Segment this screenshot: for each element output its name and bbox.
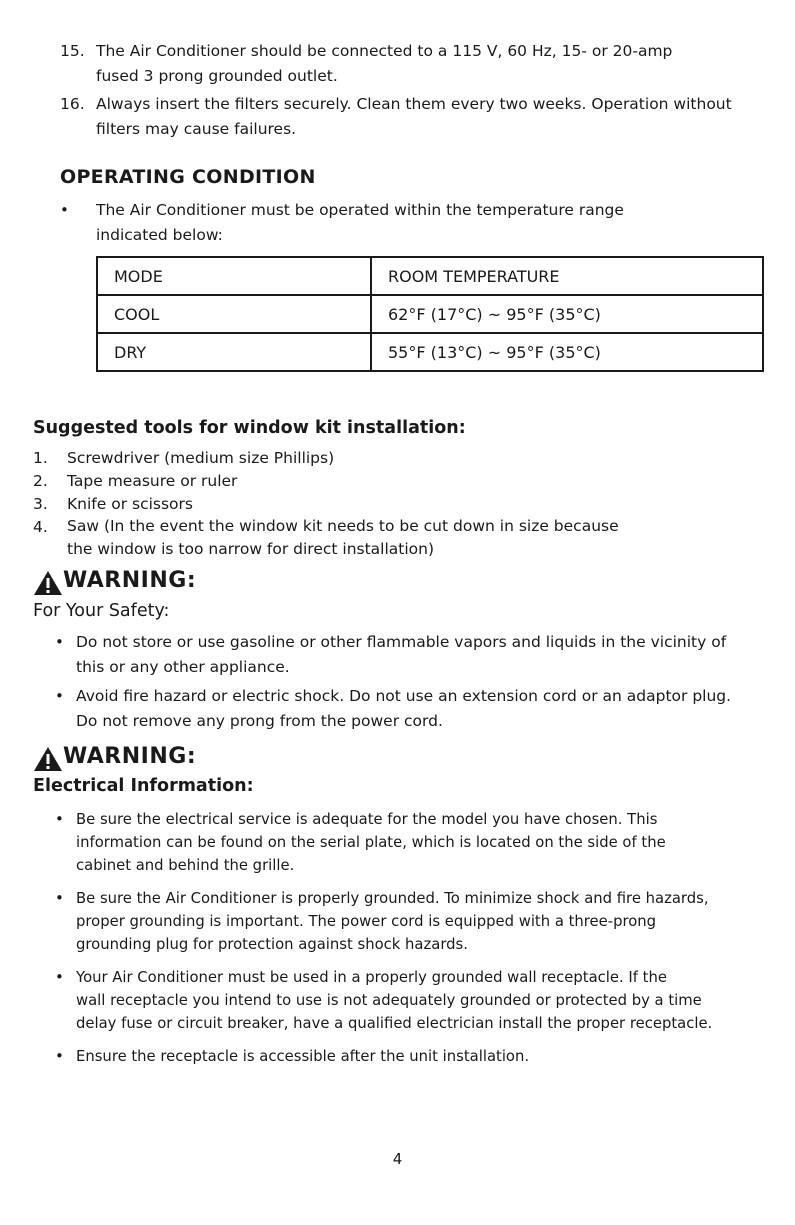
bullet-icon: • [55, 810, 64, 828]
tools-item-2 [33, 469, 773, 494]
operating-bullet-text: The Air Conditioner must be operated within the temperature range indicated below: [96, 201, 624, 244]
list-item-text: Knife or scissors [67, 495, 193, 513]
warning1-bullet-2 [55, 684, 775, 736]
list-item-text: Always insert the filters securely. Clean them every two weeks. Operation without filters may cause failures. [96, 95, 732, 138]
table-header-mode: MODE [97, 257, 371, 295]
bullet-text: Your Air Conditioner must be used in a properly grounded wall receptacle. If the wall receptacle you intend to use is not adequately grounded or protected by a time delay fuse or circuit breaker, have a qualified electrician install the proper receptacle. [76, 969, 713, 1032]
list-item-text: Saw (In the event the window kit needs to be cut down in size because the window is too narrow for direct installation) [67, 517, 619, 558]
operating-condition-table [96, 256, 764, 372]
operating-condition-heading: OPERATING CONDITION [60, 166, 316, 188]
warning-heading-safety [33, 568, 333, 598]
list-item-number: 4. [33, 518, 48, 536]
warning-subtitle-safety: For Your Safety: [33, 601, 170, 621]
warning2-bullet-2 [55, 887, 785, 965]
list-item-number: 2. [33, 472, 48, 490]
bullet-icon: • [60, 201, 69, 219]
table-header-room-temperature: ROOM TEMPERATURE [371, 257, 763, 295]
list-item-text: Tape measure or ruler [67, 472, 238, 490]
bullet-text: Be sure the electrical service is adequate for the model you have chosen. This information can be found on the serial plate, which is located on the side of the cabinet and behind the grille. [76, 811, 666, 874]
list-item-number: 3. [33, 495, 48, 513]
tools-item-1 [33, 446, 773, 471]
list-item-text: The Air Conditioner should be connected to a 115 V, 60 Hz, 15- or 20-amp fused 3 prong grounded outlet. [96, 42, 673, 85]
list-item-number: 15. [60, 42, 85, 60]
warning-title: WARNING: [63, 744, 197, 769]
list-item-number: 1. [33, 449, 48, 467]
tools-item-4 [33, 515, 773, 565]
bullet-text: Do not store or use gasoline or other flammable vapors and liquids in the vicinity of this or any other appliance. [76, 633, 727, 676]
warning2-bullet-4 [55, 1045, 785, 1071]
table-row [97, 333, 763, 371]
warning1-bullet-1 [55, 630, 775, 682]
warning-subtitle-electrical: Electrical Information: [33, 776, 254, 796]
tools-heading: Suggested tools for window kit installation: [33, 418, 466, 438]
table-row [97, 295, 763, 333]
list-item-text: Screwdriver (medium size Phillips) [67, 449, 335, 467]
bullet-icon: • [55, 968, 64, 986]
list-item-15 [60, 39, 780, 91]
bullet-icon: • [55, 889, 64, 907]
bullet-icon: • [55, 633, 64, 651]
operating-bullet [60, 198, 760, 250]
tools-item-3 [33, 492, 773, 517]
bullet-icon: • [55, 687, 64, 705]
table-cell-temperature: 62°F (17°C) ~ 95°F (35°C) [371, 295, 763, 333]
warning-triangle-icon [33, 570, 63, 596]
warning-title: WARNING: [63, 568, 197, 593]
bullet-text: Avoid fire hazard or electric shock. Do not use an extension cord or an adaptor plug. Do not remove any prong from the power cord. [76, 687, 732, 730]
list-item-number: 16. [60, 95, 85, 113]
bullet-text: Be sure the Air Conditioner is properly grounded. To minimize shock and fire hazards, proper grounding is important. The power cord is equipped with a three-prong grounding plug for protection against shock hazards. [76, 890, 709, 953]
warning-heading-electrical [33, 744, 333, 774]
table-cell-mode: DRY [97, 333, 371, 371]
bullet-text: Ensure the receptacle is accessible after the unit installation. [76, 1048, 530, 1065]
table-cell-temperature: 55°F (13°C) ~ 95°F (35°C) [371, 333, 763, 371]
page-number: 4 [392, 1150, 403, 1168]
warning2-bullet-3 [55, 966, 785, 1044]
warning2-bullet-1 [55, 808, 785, 886]
warning-triangle-icon [33, 746, 63, 772]
list-item-16 [60, 92, 780, 144]
table-cell-mode: COOL [97, 295, 371, 333]
table-header-row [97, 257, 763, 295]
bullet-icon: • [55, 1047, 64, 1065]
